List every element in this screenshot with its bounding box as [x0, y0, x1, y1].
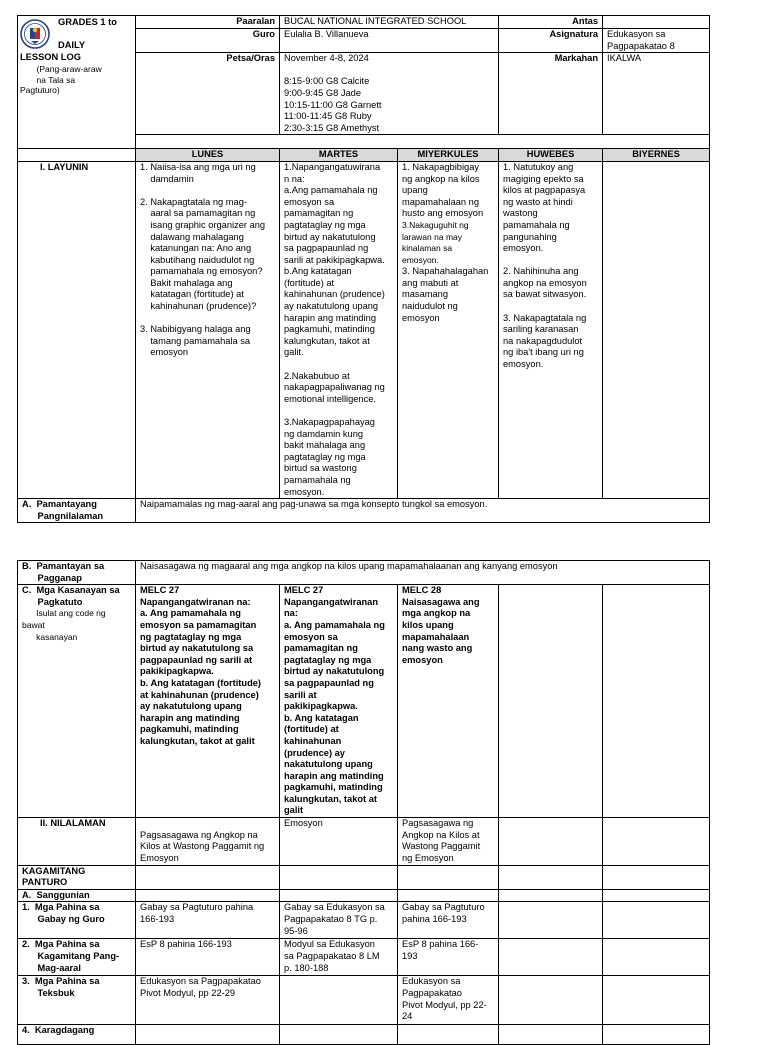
asignatura-label: Asignatura	[499, 29, 603, 53]
lesson-log-subtitle: (Pang-araw-araw na Tala sa Pagtuturo)	[20, 64, 102, 95]
mga-kasanayan-biyernes	[603, 585, 710, 818]
gabay-ng-guro-lunes: Gabay sa Pagtuturo pahina 166-193	[136, 902, 280, 939]
guro-value: Eulalia B. Villanueva	[280, 29, 499, 53]
day-header-miyerkules: MIYERKULES	[398, 149, 499, 162]
kagamitang-pang-mag-aaral-label: 2. Mga Pahina sa Kagamitang Pang- Mag-aaral	[18, 939, 136, 976]
layunin-miyerkules-item-1: 1. Nakapagbibigay ng angkop na kilos upang mapamahalaan ng husto ang emosyon	[402, 161, 484, 219]
antas-label: Antas	[499, 16, 603, 29]
antas-value	[603, 16, 710, 29]
nilalaman-biyernes	[603, 818, 710, 865]
teksbuk-label: 3. Mga Pahina sa Teksbuk	[18, 976, 136, 1025]
mga-kasanayan-lunes: MELC 27 Napangangatwiranan na: a. Ang pamamahala ng emosyon sa pamamagitan ng pagtataglay ng mga birtud ay nakatutulong sa pagpapaunlad ng sarili at pakikipagkapwa. b. Ang katatagan (fortitude) at kahinahunan (prudence) ay nakatutulong upang harapin ang matinding pagkamuhi, matinding kalungkutan, takot at galit	[136, 585, 280, 818]
grades-title: GRADES 1 to DAILY	[58, 17, 117, 51]
layunin-miyerkules	[398, 161, 499, 498]
pamantayang-pangnilalaman-label: A. Pamantayang Pangnilalaman	[18, 499, 136, 523]
day-header-biyernes: BIYERNES	[603, 149, 710, 162]
kagamitang-pang-mag-aaral-lunes: EsP 8 pahina 166-193	[136, 939, 280, 976]
kagamitang-pang-mag-aaral-martes: Modyul sa Edukasyon sa Pagpapakatao 8 LM p. 180-188	[280, 939, 398, 976]
kagamitang-panturo-biyernes	[603, 865, 710, 889]
day-header-blank	[18, 149, 136, 162]
mga-kasanayan-miyerkules: MELC 28 Naisasagawa ang mga angkop na kilos upang mapamahalaan nang wasto ang emosyon	[398, 585, 499, 818]
gabay-ng-guro-biyernes	[603, 902, 710, 939]
layunin-biyernes	[603, 161, 710, 498]
karagdagang-label: 4. Karagdagang	[18, 1025, 136, 1045]
teksbuk-miyerkules: Edukasyon sa Pagpapakatao Pivot Modyul, pp 22- 24	[398, 976, 499, 1025]
layunin-label: I. LAYUNIN	[18, 161, 136, 498]
nilalaman-lunes: Pagsasagawa ng Angkop na Kilos at Wastong Paggamit ng Emosyon	[136, 818, 280, 865]
gabay-ng-guro-huwebes	[499, 902, 603, 939]
nilalaman-martes: Emosyon	[280, 818, 398, 865]
sanggunian-biyernes	[603, 889, 710, 902]
daily-lesson-log-title: LESSON LOG	[20, 52, 81, 62]
gabay-ng-guro-martes: Gabay sa Edukasyon sa Pagpapakatao 8 TG p. 95-96	[280, 902, 398, 939]
pamantayan-sa-pagganap-label: B. Pamantayan sa Pagganap	[18, 561, 136, 585]
mga-kasanayan-sublabel: Isulat ang code ng bawat kasanayan	[22, 608, 106, 642]
sanggunian-huwebes	[499, 889, 603, 902]
petsa-oras-label: Petsa/Oras	[136, 53, 280, 135]
kagamitang-panturo-huwebes	[499, 865, 603, 889]
layunin-martes: 1.Napangangatuwirana n na: a.Ang pamamahala ng emosyon sa pamamagitan ng pagtataglay ng mga birtud ay nakatutulong sa pagpapaunlad ng sarili at pakikipagkapwa. b.Ang katatagan (fortitude) at kahinahunan (prudence) ay nakatutulong upang harapin ang matinding pagkamuhi, matinding kalungkutan, takot at galit. 2.Nakabubuo at nakapagpapaliwanag ng emotional intelligence. 3.Nakapagpapahayag ng damdamin kung bakit mahalaga ang pagtataglay ng mga birtud sa wastong pamamahala ng emosyon.	[280, 161, 398, 498]
nilalaman-huwebes	[499, 818, 603, 865]
teksbuk-huwebes	[499, 976, 603, 1025]
pamantayang-pangnilalaman-value: Naipamamalas ng mag-aaral ang pag-unawa sa mga konsepto tungkol sa emosyon.	[136, 499, 710, 523]
markahan-label: Markahan	[499, 53, 603, 135]
kagamitang-pang-mag-aaral-biyernes	[603, 939, 710, 976]
kagamitang-panturo-miyerkules	[398, 865, 499, 889]
day-header-lunes: LUNES	[136, 149, 280, 162]
paaralan-label: Paaralan	[136, 16, 280, 29]
guro-label: Guro	[136, 29, 280, 53]
gabay-ng-guro-label: 1. Mga Pahina sa Gabay ng Guro	[18, 902, 136, 939]
layunin-lunes: 1. Naiisa-isa ang mga uri ng damdamin 2. Nakapagtatala ng mag- aaral sa pamamagitan ng isang graphic organizer ang dalawang mahalagang katanungan na: Ano ang kabutihang naidudulot ng pamamahala ng emosyon? Bakit mahalaga ang katatagan (fortitude) at kahinahunan (prudence)? 3. Nabibigyang halaga ang tamang pamamahala sa emosyon	[136, 161, 280, 498]
paaralan-value: BUCAL NATIONAL INTEGRATED SCHOOL	[280, 16, 499, 29]
teksbuk-martes	[280, 976, 398, 1025]
mga-kasanayan-label: C. Mga Kasanayan sa Pagkatuto	[22, 585, 120, 607]
karagdagang-lunes	[136, 1025, 280, 1045]
layunin-huwebes: 1. Natutukoy ang magiging epekto sa kilos at pagpapasya ng wasto at hindi wastong pamamahala ng pangunahing emosyon. 2. Nahihinuha ang angkop na emosyon sa bawat sitwasyon. 3. Nakapagtatala ng sariling karanasan na nakapagdudulot ng iba't ibang uri ng emosyon.	[499, 161, 603, 498]
kagamitang-pang-mag-aaral-miyerkules: EsP 8 pahina 166- 193	[398, 939, 499, 976]
markahan-value: IKALWA	[603, 53, 710, 135]
kagamitang-panturo-label: KAGAMITANG PANTURO	[18, 865, 136, 889]
nilalaman-miyerkules: Pagsasagawa ng Angkop na Kilos at Wastong Paggamit ng Emosyon	[398, 818, 499, 865]
petsa-oras-value: November 4-8, 2024 8:15-9:00 G8 Calcite 9:00-9:45 G8 Jade 10:15-11:00 G8 Garnett 11:00-11:45 G8 Ruby 2:30-3:15 G8 Amethyst	[280, 53, 499, 135]
teksbuk-biyernes	[603, 976, 710, 1025]
sanggunian-martes	[280, 889, 398, 902]
layunin-miyerkules-item-3: 3. Napahahalagahan ang mabuti at masamang naidudulot ng emosyon	[402, 266, 489, 323]
day-header-huwebes: HUWEBES	[499, 149, 603, 162]
deped-seal-icon	[20, 19, 50, 49]
karagdagang-martes	[280, 1025, 398, 1045]
layunin-miyerkules-item-2: 3.Nakaguguhit ng larawan na may kinalaman sa emosyon.	[402, 219, 469, 265]
kagamitang-panturo-martes	[280, 865, 398, 889]
mga-kasanayan-label-cell	[18, 585, 136, 818]
nilalaman-label: II. NILALAMAN	[18, 818, 136, 865]
karagdagang-biyernes	[603, 1025, 710, 1045]
kagamitang-panturo-lunes	[136, 865, 280, 889]
lesson-log-details-table	[17, 560, 710, 1045]
sanggunian-lunes	[136, 889, 280, 902]
mga-kasanayan-martes: MELC 27 Napangangatwiranan na: a. Ang pamamahala ng emosyon sa pamamagitan ng pagtataglay ng mga birtud ay nakatutulong sa pagpapaunlad ng sarili at pakikipagkapwa. b. Ang katatagan (fortitude) at kahinahunan (prudence) ay nakatutulong upang harapin ang matinding pagkamuhi, matinding kalungkutan, takot at galit	[280, 585, 398, 818]
asignatura-value: Edukasyon sa Pagpapakatao 8	[603, 29, 710, 53]
kagamitang-pang-mag-aaral-huwebes	[499, 939, 603, 976]
gabay-ng-guro-miyerkules: Gabay sa Pagtuturo pahina 166-193	[398, 902, 499, 939]
blank-row	[136, 135, 710, 149]
day-header-martes: MARTES	[280, 149, 398, 162]
mga-kasanayan-huwebes	[499, 585, 603, 818]
lesson-log-header-table	[17, 15, 710, 523]
karagdagang-huwebes	[499, 1025, 603, 1045]
teksbuk-lunes: Edukasyon sa Pagpapakatao Pivot Modyul, pp 22-29	[136, 976, 280, 1025]
pamantayan-sa-pagganap-value: Naisasagawa ng magaaral ang mga angkop na kilos upang mapamahalaanan ang kanyang emosyon	[136, 561, 710, 585]
sanggunian-label: A. Sanggunian	[18, 889, 136, 902]
sanggunian-miyerkules	[398, 889, 499, 902]
karagdagang-miyerkules	[398, 1025, 499, 1045]
grades-header-cell	[18, 16, 136, 149]
